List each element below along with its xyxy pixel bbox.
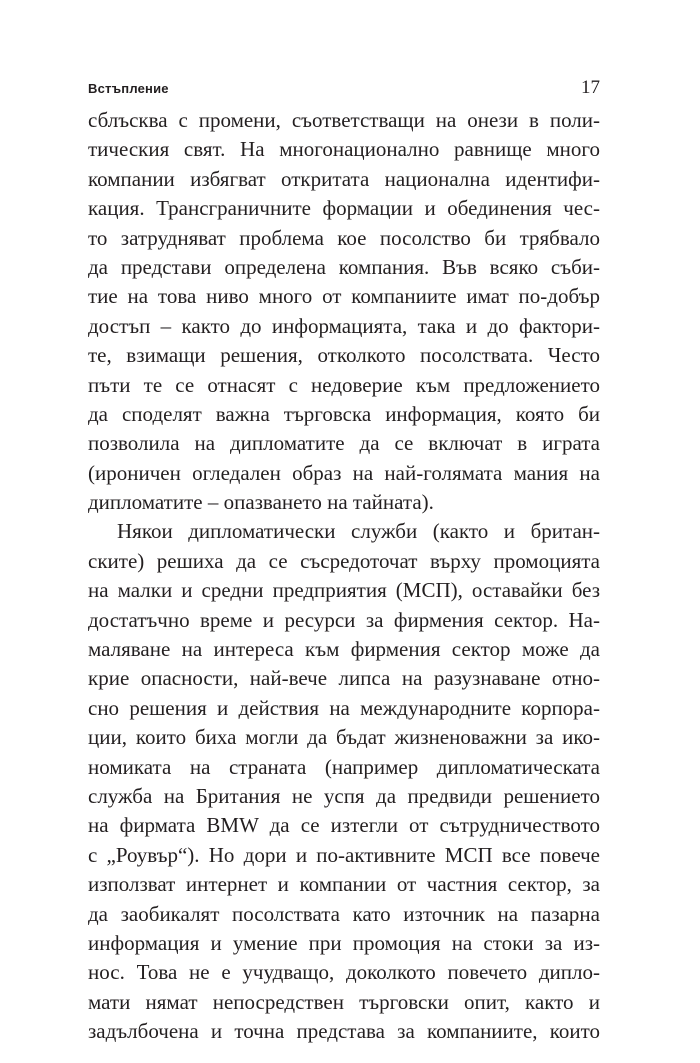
- running-head: [88, 77, 600, 99]
- text-line: ции, които биха могли да бъдат жизненоважни за ико-: [88, 725, 600, 750]
- text-line: задълбочена и точна представа за компаниите, които: [88, 1019, 600, 1044]
- text-line: служба на Британия не успя да предвиди решението: [88, 783, 600, 808]
- text-line: достъп – както до информацията, така и до фактори-: [88, 313, 600, 338]
- text-line: тическия свят. На многонационално равнище много: [88, 137, 600, 162]
- text-line: на малки и средни предприятия (МСП), оставайки без: [88, 578, 600, 603]
- text-line: дипломатите – опазването на тайната).: [88, 490, 434, 515]
- text-line: крие опасности, най-вече липса на разузнаване отно-: [88, 666, 600, 691]
- text-line: сблъсква с промени, съответстващи на онези в поли-: [88, 108, 600, 132]
- running-title: Встъпление: [88, 81, 169, 96]
- text-line: достатъчно време и ресурси за фирмения сектор. На-: [88, 607, 600, 632]
- text-line: информация и умение при промоция на стоки за из-: [88, 930, 600, 955]
- text-line: на фирмата BMW да се изтегли от сътрудничеството: [88, 813, 600, 838]
- page-number: 17: [581, 77, 600, 98]
- text-line: тие на това ниво много от компаниите имат по-добър: [88, 284, 600, 309]
- text-line: да представи определена компания. Във всяко съби-: [88, 254, 600, 279]
- text-line: то затрудняват проблема кое посолство би трябвало: [88, 225, 600, 250]
- text-line: да заобикалят посолствата като източник на пазарна: [88, 901, 600, 926]
- paragraph-1: [88, 106, 600, 517]
- text-line: пъти те се отнасят с недоверие към предложението: [88, 372, 600, 397]
- text-line: те, взимащи решения, отколкото посолствата. Често: [88, 343, 600, 368]
- text-line: сно решения и действия на международните корпора-: [88, 695, 600, 720]
- body-text: [88, 106, 600, 1047]
- text-line: нос. Това не е учудващо, доколкото повечето дипло-: [88, 960, 600, 985]
- text-line: маляване на интереса към фирмения сектор може да: [88, 637, 600, 662]
- text-line: кация. Трансграничните формации и обединения чес-: [88, 196, 600, 221]
- text-line: номиката на страната (например дипломатическата: [88, 754, 600, 779]
- text-line: с „Роувър“). Но дори и по-активните МСП все повече: [88, 842, 600, 867]
- paragraph-2: [88, 517, 600, 1046]
- text-line: мати нямат непосредствен търговски опит, както и: [88, 989, 600, 1014]
- text-line: да споделят важна търговска информация, която би: [88, 401, 600, 426]
- text-line: (ироничен огледален образ на най-голямата мания на: [88, 460, 600, 485]
- text-line: използват интернет и компании от частния сектор, за: [88, 872, 600, 897]
- text-line: компании избягват откритата национална идентифи-: [88, 166, 600, 191]
- text-line: позволила на дипломатите да се включат в играта: [88, 431, 600, 456]
- text-line: ските) решиха да се съсредоточат върху промоцията: [88, 548, 600, 573]
- text-line: Някои дипломатически служби (както и британ-: [117, 519, 600, 544]
